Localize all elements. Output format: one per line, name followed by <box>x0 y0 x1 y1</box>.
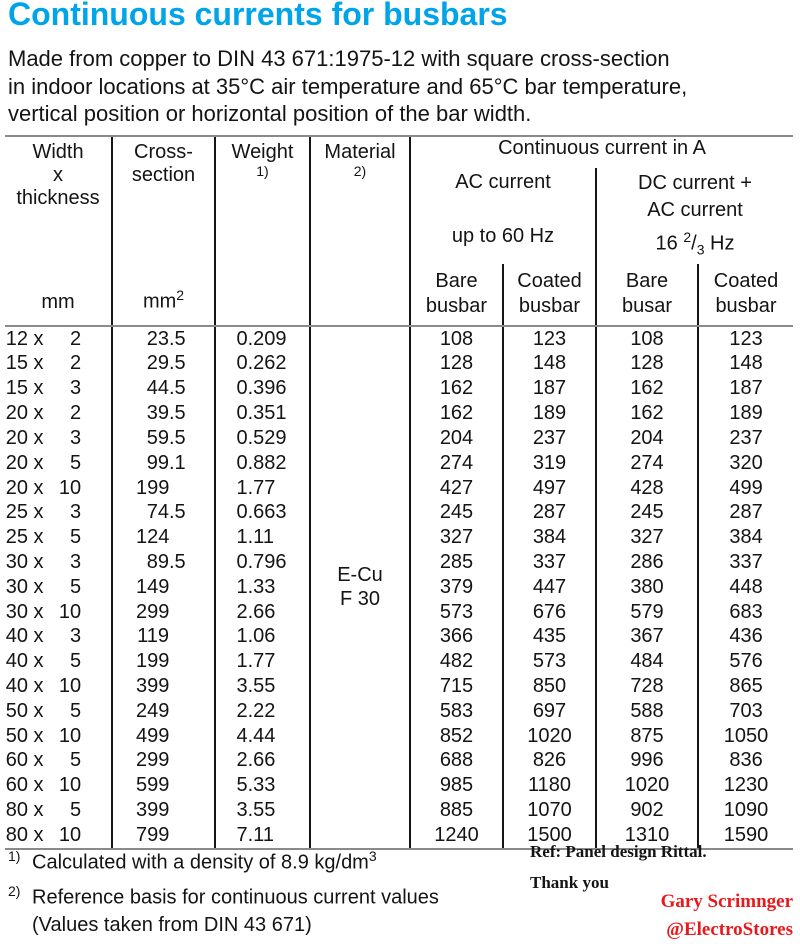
dc-bare-cell: 245 <box>596 500 698 525</box>
cross-section-cell: 199 <box>112 476 215 501</box>
weight-cell: 0.663 <box>215 500 310 525</box>
ac-frequency-label: up to 60 Hz <box>451 225 555 247</box>
header-cross-section <box>112 136 215 326</box>
ac-bare-cell: 688 <box>410 748 503 773</box>
material-footnote-ref: 2) <box>353 163 367 179</box>
size-cell: 15 x 3 <box>5 377 82 400</box>
header-dc-current <box>596 168 793 264</box>
dc-coated-cell: 836 <box>698 748 793 773</box>
size-cell: 60 x 5 <box>5 749 82 772</box>
size-cell: 40 x 3 <box>5 625 82 648</box>
weight-cell: 3.55 <box>215 798 310 823</box>
size-cell: 80 x 10 <box>5 823 112 849</box>
footnote-2: $^{2)}$ Reference basis for continuous current values <box>8 882 439 909</box>
table-body <box>5 326 793 849</box>
dc-coated-cell: 499 <box>698 476 793 501</box>
cross-section-cell: 799 <box>112 823 215 849</box>
cross-section-cell: 59.5 <box>112 426 215 451</box>
ac-bare-cell: 379 <box>410 575 503 600</box>
size-cell: 30 x 5 <box>5 575 82 598</box>
ac-coated-cell: 123 <box>503 326 596 352</box>
header-cross-line: Cross- <box>134 141 193 163</box>
dc-current-label-line2: AC current <box>647 199 743 221</box>
header-x-line: x <box>53 164 63 186</box>
dc-bare-cell: 380 <box>596 575 698 600</box>
ac-bare-cell: 162 <box>410 376 503 401</box>
size-cell: 15 x 2 <box>5 352 82 375</box>
size-cell: 20 x 2 <box>5 402 82 425</box>
cross-section-cell: 399 <box>112 798 215 823</box>
ac-bare-cell: 573 <box>410 600 503 625</box>
weight-cell: 0.529 <box>215 426 310 451</box>
weight-cell: 1.06 <box>215 624 310 649</box>
weight-cell: 5.33 <box>215 773 310 798</box>
ac-coated-cell: 850 <box>503 674 596 699</box>
dc-coated-cell: 1050 <box>698 724 793 749</box>
weight-cell: 0.351 <box>215 401 310 426</box>
author-name: Gary Scrimnger <box>660 891 793 912</box>
ac-coated-cell: 319 <box>503 451 596 476</box>
cross-section-cell: 44.5 <box>112 376 215 401</box>
author-handle: @ElectroStores <box>666 919 793 940</box>
intro-text <box>8 45 687 128</box>
weight-cell: 3.55 <box>215 674 310 699</box>
ac-coated-cell: 237 <box>503 426 596 451</box>
cross-section-cell: 39.5 <box>112 401 215 426</box>
author-credit <box>661 888 793 944</box>
dc-bare-cell: 484 <box>596 649 698 674</box>
dc-coated-cell: 320 <box>698 451 793 476</box>
ac-bare-cell: 274 <box>410 451 503 476</box>
ac-bare-cell: 128 <box>410 351 503 376</box>
dc-bare-cell: 579 <box>596 600 698 625</box>
size-cell: 30 x 10 <box>5 600 82 623</box>
ac-coated-cell: 1180 <box>503 773 596 798</box>
cross-section-cell: 299 <box>112 600 215 625</box>
cross-section-cell: 99.1 <box>112 451 215 476</box>
ac-coated-cell: 384 <box>503 525 596 550</box>
header-width-thickness <box>5 136 112 326</box>
ac-coated-cell: 148 <box>503 351 596 376</box>
weight-cell: 1.77 <box>215 476 310 501</box>
dc-coated-cell: 703 <box>698 699 793 724</box>
dc-coated-cell: 123 <box>698 326 793 352</box>
page-title: Continuous currents for busbars <box>8 0 508 32</box>
thank-you-line: Thank you <box>530 873 609 892</box>
ac-coated-cell: 337 <box>503 550 596 575</box>
ac-bare-cell: 985 <box>410 773 503 798</box>
header-ac-coated: Coated busbar <box>503 264 596 326</box>
ac-coated-cell: 187 <box>503 376 596 401</box>
weight-cell: 2.22 <box>215 699 310 724</box>
dc-bare-cell: 1020 <box>596 773 698 798</box>
weight-cell: 1.11 <box>215 525 310 550</box>
cross-section-cell: 599 <box>112 773 215 798</box>
header-thickness-line: thickness <box>16 187 100 209</box>
size-cell: 20 x 3 <box>5 426 82 449</box>
unit-mm2: $mm^2$ <box>142 287 185 313</box>
cross-section-cell: 74.5 <box>112 500 215 525</box>
table-header <box>5 136 793 326</box>
dc-coated-cell: 148 <box>698 351 793 376</box>
ac-coated-cell: 826 <box>503 748 596 773</box>
cross-section-cell: 199 <box>112 649 215 674</box>
dc-coated-cell: 337 <box>698 550 793 575</box>
weight-cell: 0.882 <box>215 451 310 476</box>
size-cell: 20 x 5 <box>5 451 82 474</box>
dc-bare-cell: 204 <box>596 426 698 451</box>
squared-superscript: 2 <box>176 287 185 304</box>
size-cell: 60 x 10 <box>5 774 82 797</box>
dc-bare-cell: 902 <box>596 798 698 823</box>
ac-bare-cell: 162 <box>410 401 503 426</box>
dc-coated-cell: 1230 <box>698 773 793 798</box>
ac-bare-cell: 715 <box>410 674 503 699</box>
ac-bare-cell: 108 <box>410 326 503 352</box>
size-cell: 50 x 10 <box>5 724 82 747</box>
footnote-1: $^{1)}$ Calculated with a density of 8.9 $kg/dm^3$ <box>8 848 377 874</box>
cross-section-cell: 89.5 <box>112 550 215 575</box>
header-material <box>310 136 410 326</box>
ac-bare-cell: 427 <box>410 476 503 501</box>
size-cell: 50 x 5 <box>5 699 82 722</box>
table-row <box>5 326 793 352</box>
cross-section-cell: 299 <box>112 748 215 773</box>
header-section-line: section <box>131 164 196 186</box>
unit-mm: mm <box>41 291 75 313</box>
weight-cell: 4.44 <box>215 724 310 749</box>
dc-frequency-label: 16 $^2/_3$ Hz <box>655 229 735 258</box>
intro-line: Made from copper to DIN 43 671:1975-12 with square cross-section <box>8 46 670 71</box>
dc-coated-cell: 683 <box>698 600 793 625</box>
weight-cell: 0.396 <box>215 376 310 401</box>
dc-coated-cell: 384 <box>698 525 793 550</box>
weight-footnote-ref: 1) <box>256 163 269 179</box>
header-dc-bare: Bare busar <box>596 264 698 326</box>
dc-coated-cell: 576 <box>698 649 793 674</box>
dc-bare-cell: 128 <box>596 351 698 376</box>
ac-bare-cell: 885 <box>410 798 503 823</box>
weight-label: Weight <box>231 141 294 163</box>
dc-bare-cell: 286 <box>596 550 698 575</box>
header-width-line: Width <box>32 141 84 163</box>
cross-section-cell: 249 <box>112 699 215 724</box>
weight-cell: 0.262 <box>215 351 310 376</box>
intro-line: vertical position or horizontal position of the bar width. <box>8 101 532 126</box>
dc-coated-cell: 287 <box>698 500 793 525</box>
weight-cell: 1.77 <box>215 649 310 674</box>
weight-cell: 2.66 <box>215 600 310 625</box>
dc-current-label-line1: DC current + <box>638 172 752 194</box>
dc-coated-cell: 1090 <box>698 798 793 823</box>
ac-coated-cell: 435 <box>503 624 596 649</box>
size-cell: 25 x 5 <box>5 526 82 549</box>
cross-section-cell: 29.5 <box>112 351 215 376</box>
intro-line: in indoor locations at 35°C air temperature and 65°C bar temperature, <box>8 73 688 99</box>
ac-coated-cell: 573 <box>503 649 596 674</box>
ac-bare-cell: 285 <box>410 550 503 575</box>
reference-line: Ref: Panel design Rittal. <box>530 842 707 861</box>
dc-bare-cell: 367 <box>596 624 698 649</box>
dc-bare-cell: 108 <box>596 326 698 352</box>
footnotes <box>8 842 439 939</box>
dc-bare-cell: 162 <box>596 401 698 426</box>
ac-current-label: AC current <box>455 171 551 193</box>
dc-bare-cell: 1310 <box>596 823 698 849</box>
ac-bare-cell: 583 <box>410 699 503 724</box>
cross-section-cell: 149 <box>112 575 215 600</box>
material-cell: E-Cu F 30 <box>310 326 410 849</box>
dc-bare-cell: 274 <box>596 451 698 476</box>
weight-cell: 2.66 <box>215 748 310 773</box>
dc-bare-cell: 728 <box>596 674 698 699</box>
ac-coated-cell: 697 <box>503 699 596 724</box>
weight-cell: 0.209 <box>215 326 310 352</box>
size-cell: 40 x 5 <box>5 650 82 673</box>
weight-cell: 0.796 <box>215 550 310 575</box>
ac-coated-cell: 189 <box>503 401 596 426</box>
ac-coated-cell: 1020 <box>503 724 596 749</box>
material-label: Material <box>324 141 396 163</box>
dc-bare-cell: 588 <box>596 699 698 724</box>
dc-bare-cell: 996 <box>596 748 698 773</box>
dc-bare-cell: 875 <box>596 724 698 749</box>
header-ac-bare: Bare busbar <box>410 264 503 326</box>
cross-section-cell: 119 <box>112 624 215 649</box>
dc-coated-cell: 448 <box>698 575 793 600</box>
cross-section-cell: 23.5 <box>112 326 215 352</box>
dc-coated-cell: 237 <box>698 426 793 451</box>
size-cell: 12 x 2 <box>5 327 82 350</box>
ac-coated-cell: 287 <box>503 500 596 525</box>
header-ac-current <box>410 168 596 264</box>
header-weight <box>215 136 310 326</box>
size-cell: 30 x 3 <box>5 550 82 573</box>
ac-coated-cell: 1500 <box>503 823 596 849</box>
dc-bare-cell: 162 <box>596 376 698 401</box>
size-cell: 80 x 5 <box>5 799 82 822</box>
ac-bare-cell: 482 <box>410 649 503 674</box>
ac-coated-cell: 1070 <box>503 798 596 823</box>
cross-section-cell: 399 <box>112 674 215 699</box>
dc-bare-cell: 428 <box>596 476 698 501</box>
ac-bare-cell: 852 <box>410 724 503 749</box>
dc-coated-cell: 1590 <box>698 823 793 849</box>
weight-cell: 7.11 <box>215 823 310 849</box>
cross-section-cell: 124 <box>112 525 215 550</box>
ac-bare-cell: 245 <box>410 500 503 525</box>
footnote-2-continuation: (Values taken from DIN 43 671) <box>32 914 312 937</box>
ac-coated-cell: 676 <box>503 600 596 625</box>
header-dc-coated: Coated busbar <box>698 264 793 326</box>
ac-coated-cell: 497 <box>503 476 596 501</box>
dc-bare-cell: 327 <box>596 525 698 550</box>
dc-coated-cell: 189 <box>698 401 793 426</box>
header-continuous-current: Continuous current in A <box>410 136 793 168</box>
size-cell: 25 x 3 <box>5 501 82 524</box>
ac-coated-cell: 447 <box>503 575 596 600</box>
weight-cell: 1.33 <box>215 575 310 600</box>
size-cell: 20 x 10 <box>5 476 82 499</box>
ac-bare-cell: 204 <box>410 426 503 451</box>
dc-coated-cell: 436 <box>698 624 793 649</box>
busbar-current-table <box>5 135 793 850</box>
dc-coated-cell: 187 <box>698 376 793 401</box>
ac-bare-cell: 366 <box>410 624 503 649</box>
cross-section-cell: 499 <box>112 724 215 749</box>
size-cell: 40 x 10 <box>5 675 82 698</box>
dc-coated-cell: 865 <box>698 674 793 699</box>
ac-bare-cell: 1240 <box>410 823 503 849</box>
ac-bare-cell: 327 <box>410 525 503 550</box>
